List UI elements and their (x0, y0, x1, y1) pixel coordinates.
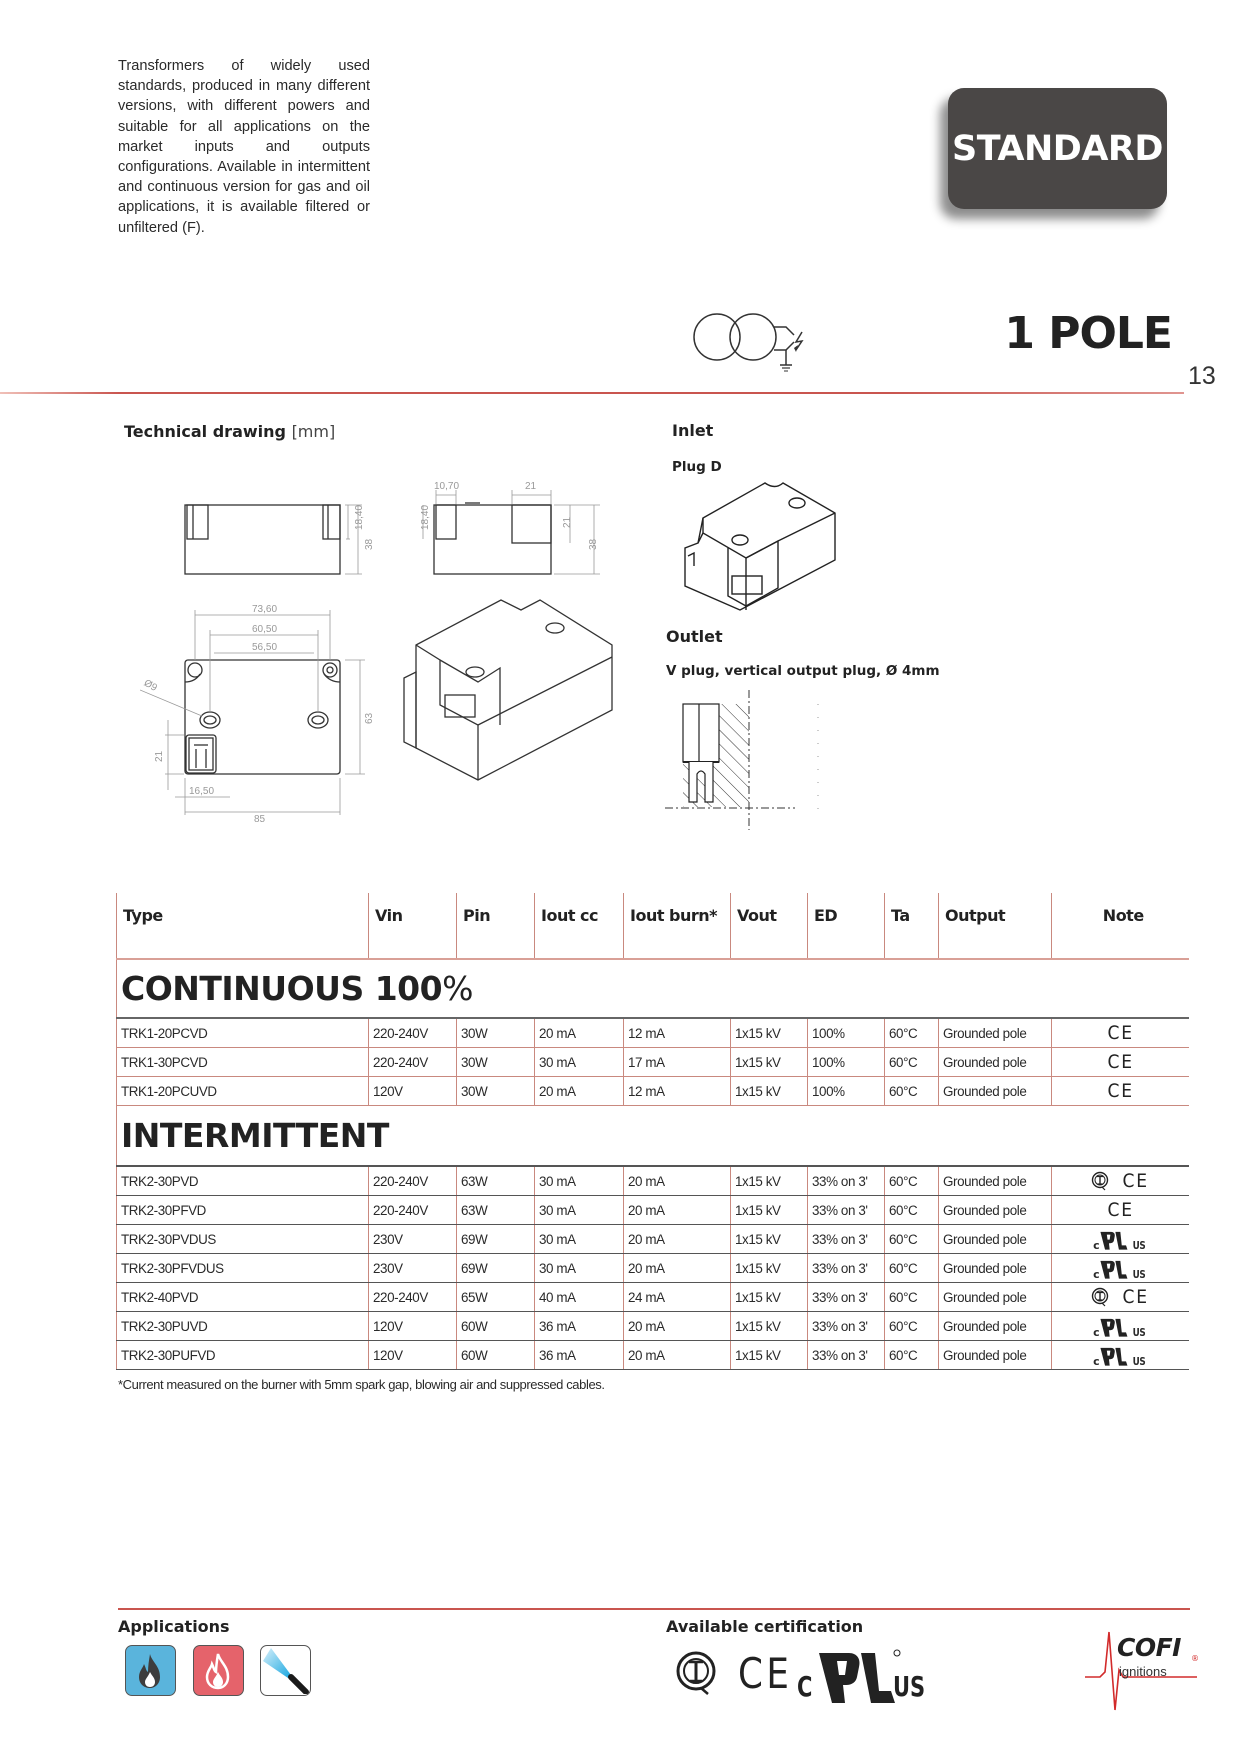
certification-title: Available certification (666, 1617, 864, 1636)
cell-iout-burn: 12 mA (624, 1018, 731, 1048)
cell-ed: 33% on 3' (808, 1312, 885, 1341)
dim-text: 38 (364, 538, 375, 550)
cell-iout-cc: 20 mA (535, 1018, 624, 1048)
cul-us-text: US (1132, 1239, 1146, 1252)
cell-note (1052, 1254, 1189, 1283)
dim-text: 38 (588, 538, 599, 550)
cell-pin: 30W (457, 1018, 535, 1048)
cell-output: Grounded pole (939, 1254, 1052, 1283)
cell-vin: 220-240V (369, 1196, 457, 1225)
cul-us-icon (1093, 1343, 1147, 1367)
cell-ta: 60°C (885, 1196, 939, 1225)
cell-pin: 63W (457, 1196, 535, 1225)
oil-flame-icon (193, 1645, 244, 1696)
dim-text: 10,70 (434, 481, 460, 492)
cell-output: Grounded pole (939, 1077, 1052, 1106)
cell-vout: 1x15 kV (731, 1225, 808, 1254)
cell-iout-burn: 12 mA (624, 1077, 731, 1106)
ce-mark-icon: CE (1122, 1170, 1149, 1192)
cell-ed: 100% (808, 1048, 885, 1077)
cell-vout: 1x15 kV (731, 1018, 808, 1048)
spray-nozzle-icon (260, 1645, 311, 1696)
cell-iout-cc: 30 mA (535, 1196, 624, 1225)
cell-ed: 100% (808, 1018, 885, 1048)
cell-pin: 69W (457, 1254, 535, 1283)
section-title-suffix: % (442, 969, 473, 1008)
dim-text: 18,40 (420, 504, 431, 530)
applications-title: Applications (118, 1617, 230, 1636)
cell-ed: 33% on 3' (808, 1341, 885, 1370)
cul-c-text: c (1093, 1355, 1100, 1368)
cell-ta: 60°C (885, 1077, 939, 1106)
col-header-iout-burn: Iout burn* (624, 893, 731, 959)
table-row (117, 1196, 1189, 1225)
cell-ta: 60°C (885, 1166, 939, 1196)
technical-drawing-label: Technical drawing (124, 422, 286, 441)
technical-drawing (140, 460, 640, 830)
outlet-subtitle: V plug, vertical output plug, Ø 4mm (666, 663, 940, 679)
cell-ed: 100% (808, 1077, 885, 1106)
cell-pin: 30W (457, 1048, 535, 1077)
table-row (117, 1283, 1189, 1312)
cul-c-text: C (797, 1670, 813, 1703)
cell-pin: 30W (457, 1077, 535, 1106)
cell-output: Grounded pole (939, 1283, 1052, 1312)
cell-output: Grounded pole (939, 1312, 1052, 1341)
inlet-title: Inlet (672, 421, 714, 440)
table-row (117, 1254, 1189, 1283)
cell-note (1052, 1018, 1189, 1048)
cell-note (1052, 1196, 1189, 1225)
cell-iout-cc: 30 mA (535, 1225, 624, 1254)
cell-type: TRK1-20PCVD (117, 1018, 369, 1048)
cell-iout-cc: 20 mA (535, 1077, 624, 1106)
col-header-ed: ED (808, 893, 885, 959)
cell-pin: 60W (457, 1312, 535, 1341)
transformer-grounded-pole-icon (690, 310, 820, 378)
dim-text: 16,50 (189, 786, 215, 797)
cell-ta: 60°C (885, 1225, 939, 1254)
section-header-row (117, 1106, 1189, 1167)
cell-note (1052, 1077, 1189, 1106)
cell-iout-cc: 36 mA (535, 1341, 624, 1370)
cell-vout: 1x15 kV (731, 1283, 808, 1312)
cell-vin: 220-240V (369, 1018, 457, 1048)
cell-type: TRK2-30PVD (117, 1166, 369, 1196)
dim-text: 60,50 (252, 624, 278, 635)
cell-ta: 60°C (885, 1018, 939, 1048)
cul-us-icon (1093, 1227, 1147, 1251)
intro-paragraph: Transformers of widely used standards, produced in many different versions, with different powers and suitable for all applications on the market inputs and outputs configurations. Available in intermittent and continuous version for gas and oil applications, it is available filtered or unfiltered (F). (118, 58, 370, 236)
cul-c-text: c (1093, 1239, 1100, 1252)
ce-mark-icon: CE (1107, 1051, 1134, 1073)
cul-us-icon (1093, 1314, 1147, 1338)
cul-us-text: US (893, 1670, 926, 1703)
cul-c-text: c (1093, 1326, 1100, 1339)
header-divider (0, 392, 1184, 394)
cell-ed: 33% on 3' (808, 1254, 885, 1283)
cell-iout-burn: 20 mA (624, 1341, 731, 1370)
cell-note (1052, 1225, 1189, 1254)
cell-ta: 60°C (885, 1254, 939, 1283)
cell-type: TRK2-30PUFVD (117, 1341, 369, 1370)
cell-iout-burn: 20 mA (624, 1166, 731, 1196)
cell-type: TRK2-30PVDUS (117, 1225, 369, 1254)
cell-iout-burn: 20 mA (624, 1225, 731, 1254)
cul-us-text: US (1132, 1268, 1146, 1281)
dim-text: 56,50 (252, 642, 278, 653)
cell-ta: 60°C (885, 1312, 939, 1341)
cell-output: Grounded pole (939, 1341, 1052, 1370)
cell-type: TRK2-30PFVD (117, 1196, 369, 1225)
page-number: 13 (1188, 362, 1216, 390)
cell-iout-cc: 30 mA (535, 1166, 624, 1196)
cell-vout: 1x15 kV (731, 1254, 808, 1283)
cul-us-icon (1093, 1256, 1147, 1280)
col-header-vin: Vin (369, 893, 457, 959)
dim-text: 73,60 (252, 604, 278, 615)
col-header-vout: Vout (731, 893, 808, 959)
cell-ed: 33% on 3' (808, 1196, 885, 1225)
category-badge: STANDARD (948, 88, 1167, 209)
dim-text: 18,40 (354, 504, 365, 530)
cell-type: TRK1-30PCVD (117, 1048, 369, 1077)
section-title-text: INTERMITTENT (121, 1116, 389, 1155)
inlet-plug-drawing (670, 478, 845, 618)
table-row (117, 1077, 1189, 1106)
cell-vin: 220-240V (369, 1048, 457, 1077)
dim-text: 21 (525, 481, 537, 492)
section-title (117, 959, 1189, 1018)
cell-note (1052, 1312, 1189, 1341)
cell-output: Grounded pole (939, 1018, 1052, 1048)
dim-text: 21 (562, 516, 573, 528)
dim-text: 85 (254, 814, 266, 825)
cell-iout-cc: 36 mA (535, 1312, 624, 1341)
cell-note (1052, 1048, 1189, 1077)
cell-output: Grounded pole (939, 1196, 1052, 1225)
cell-type: TRK2-40PVD (117, 1283, 369, 1312)
cell-iout-cc: 30 mA (535, 1254, 624, 1283)
table-row (117, 1225, 1189, 1254)
cell-ta: 60°C (885, 1283, 939, 1312)
section-header-row (117, 959, 1189, 1018)
col-header-output: Output (939, 893, 1052, 959)
dim-text: 63 (364, 712, 375, 724)
col-header-iout-cc: Iout cc (535, 893, 624, 959)
cul-c-text: c (1093, 1268, 1100, 1281)
cell-vout: 1x15 kV (731, 1196, 808, 1225)
cell-vin: 120V (369, 1312, 457, 1341)
technical-drawing-unit: [mm] (291, 422, 336, 441)
dim-text: Ø9 (141, 677, 159, 694)
cell-iout-burn: 20 mA (624, 1254, 731, 1283)
cell-vout: 1x15 kV (731, 1341, 808, 1370)
cul-us-text: US (1132, 1355, 1146, 1368)
cell-output: Grounded pole (939, 1225, 1052, 1254)
imq-icon (1091, 1171, 1109, 1191)
ce-mark-icon: CE (1107, 1080, 1134, 1102)
outlet-plug-section-drawing (665, 690, 835, 830)
cell-type: TRK2-30PUVD (117, 1312, 369, 1341)
cell-vin: 220-240V (369, 1166, 457, 1196)
cell-output: Grounded pole (939, 1048, 1052, 1077)
cell-note (1052, 1166, 1189, 1196)
table-row (117, 1018, 1189, 1048)
cofi-tagline: ignitions (1119, 1664, 1167, 1679)
cofi-registered: ® (1191, 1654, 1199, 1663)
table-row (117, 1048, 1189, 1077)
cell-note (1052, 1283, 1189, 1312)
cell-iout-burn: 20 mA (624, 1312, 731, 1341)
pole-title: 1 POLE (1004, 308, 1172, 359)
table-row (117, 1341, 1189, 1370)
ce-mark-icon: CE (1107, 1022, 1134, 1044)
cell-vout: 1x15 kV (731, 1077, 808, 1106)
col-header-type: Type (117, 893, 369, 959)
cell-note (1052, 1341, 1189, 1370)
cell-iout-cc: 30 mA (535, 1048, 624, 1077)
footer-divider-left (118, 1608, 666, 1610)
cell-ed: 33% on 3' (808, 1166, 885, 1196)
ce-mark-icon: CE (1122, 1286, 1149, 1308)
col-header-ta: Ta (885, 893, 939, 959)
cell-vin: 230V (369, 1254, 457, 1283)
cell-ed: 33% on 3' (808, 1225, 885, 1254)
footnote: *Current measured on the burner with 5mm spark gap, blowing air and suppressed cables. (118, 1377, 605, 1392)
table-row (117, 1166, 1189, 1196)
cofi-brand: COFI (1117, 1633, 1181, 1662)
footer-divider-right (666, 1608, 1190, 1610)
cul-us-text: US (1132, 1326, 1146, 1339)
inlet-subtitle: Plug D (672, 459, 722, 475)
cell-vin: 120V (369, 1077, 457, 1106)
dim-text: 21 (154, 750, 165, 762)
cell-type: TRK1-20PCUVD (117, 1077, 369, 1106)
cell-type: TRK2-30PFVDUS (117, 1254, 369, 1283)
spec-table (116, 893, 1189, 1370)
cell-iout-cc: 40 mA (535, 1283, 624, 1312)
technical-drawing-title (124, 422, 335, 441)
cell-vin: 220-240V (369, 1283, 457, 1312)
cell-pin: 65W (457, 1283, 535, 1312)
ce-mark-icon: CE (738, 1649, 793, 1698)
imq-icon (1091, 1287, 1109, 1307)
col-header-pin: Pin (457, 893, 535, 959)
cell-vout: 1x15 kV (731, 1048, 808, 1077)
section-title-text: CONTINUOUS 100 (121, 969, 443, 1008)
cell-ed: 33% on 3' (808, 1283, 885, 1312)
cell-vout: 1x15 kV (731, 1166, 808, 1196)
section-title (117, 1106, 1189, 1167)
gas-flame-icon (125, 1645, 176, 1696)
cell-iout-burn: 20 mA (624, 1196, 731, 1225)
cell-vin: 230V (369, 1225, 457, 1254)
col-header-note: Note (1052, 893, 1189, 959)
cell-output: Grounded pole (939, 1166, 1052, 1196)
table-row (117, 1312, 1189, 1341)
cell-vout: 1x15 kV (731, 1312, 808, 1341)
cell-vin: 120V (369, 1341, 457, 1370)
table-header-row (117, 893, 1189, 959)
cell-ta: 60°C (885, 1341, 939, 1370)
cell-pin: 60W (457, 1341, 535, 1370)
cell-iout-burn: 24 mA (624, 1283, 731, 1312)
cell-pin: 69W (457, 1225, 535, 1254)
ce-mark-icon: CE (1107, 1199, 1134, 1221)
cell-ta: 60°C (885, 1048, 939, 1077)
imq-icon (676, 1650, 718, 1696)
ul-mark-icon (815, 1647, 905, 1705)
cell-pin: 63W (457, 1166, 535, 1196)
outlet-title: Outlet (666, 627, 723, 646)
cell-iout-burn: 17 mA (624, 1048, 731, 1077)
